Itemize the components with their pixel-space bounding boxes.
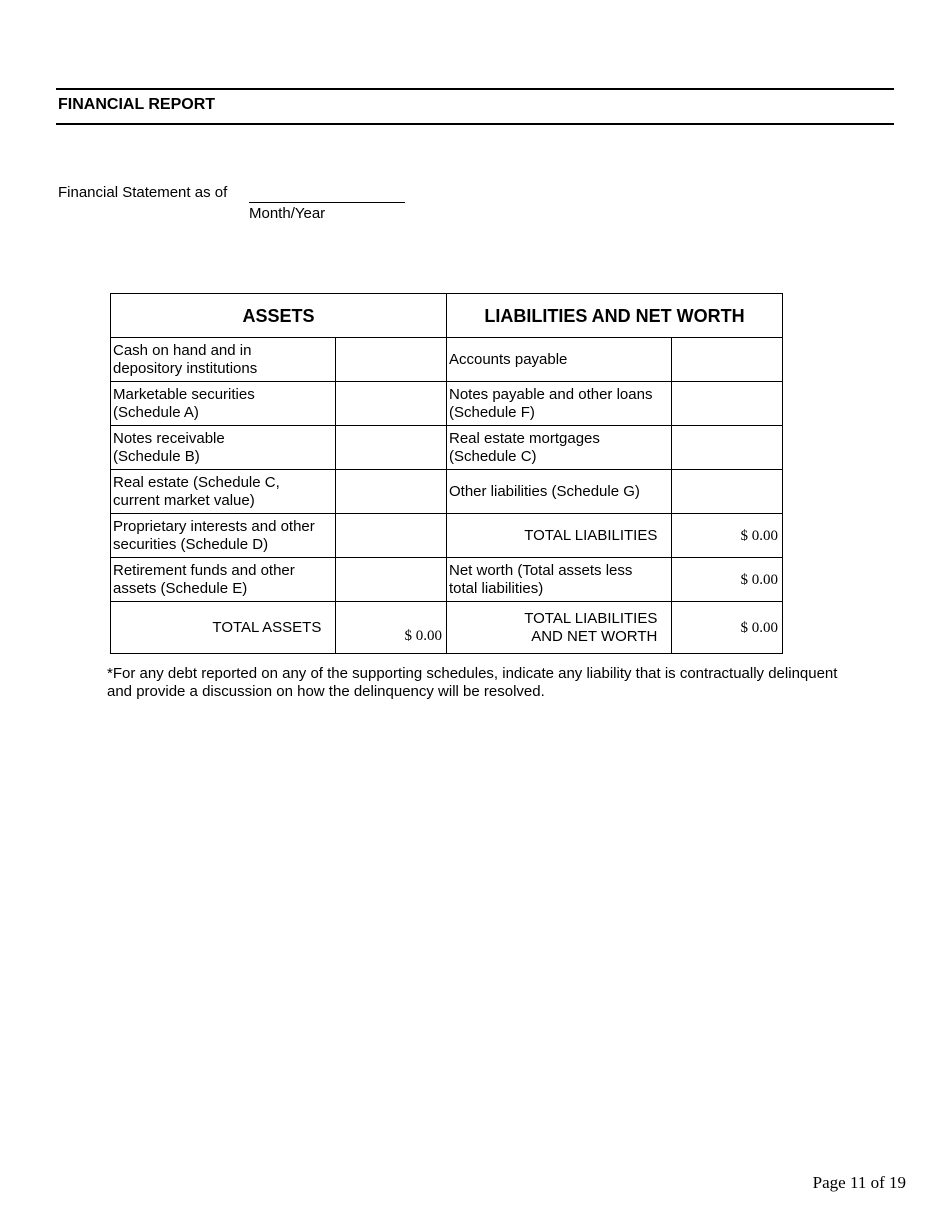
table-row [111, 382, 783, 426]
asset-label: Real estate (Schedule C, current market value) [111, 470, 336, 514]
page-number: Page 11 of 19 [812, 1173, 906, 1192]
net-worth-value: $ 0.00 [672, 558, 783, 602]
asset-label: Cash on hand and in depository institutions [111, 338, 336, 382]
table-header-row [111, 294, 783, 338]
total-liabilities-net-worth-value: $ 0.00 [672, 602, 783, 654]
asset-value-field[interactable] [336, 470, 447, 514]
page-title: FINANCIAL REPORT [58, 96, 216, 113]
table-row [111, 470, 783, 514]
liability-label: Real estate mortgages (Schedule C) [446, 426, 671, 470]
total-assets-value: $ 0.00 [336, 602, 447, 654]
asset-value-field[interactable] [336, 514, 447, 558]
total-liabilities-net-worth-label: TOTAL LIABILITIES AND NET WORTH [446, 602, 671, 654]
statement-date-caption: Month/Year [249, 205, 326, 222]
table-row [111, 426, 783, 470]
delinquency-footnote: *For any debt reported on any of the supporting schedules, indicate any liability that is contractually delinquent and provide a discussion on how the delinquency will be resolved. [107, 665, 838, 700]
asset-value-field[interactable] [336, 338, 447, 382]
header-bottom-rule [56, 123, 894, 125]
liability-value-field[interactable] [672, 338, 783, 382]
liability-label: Accounts payable [446, 338, 671, 382]
asset-label: Marketable securities (Schedule A) [111, 382, 336, 426]
totals-row [111, 602, 783, 654]
asset-label: Notes receivable (Schedule B) [111, 426, 336, 470]
liability-value-field[interactable] [672, 426, 783, 470]
total-assets-label: TOTAL ASSETS [111, 602, 336, 654]
net-worth-label: Net worth (Total assets less total liabilities) [446, 558, 671, 602]
asset-value-field[interactable] [336, 426, 447, 470]
financial-statement-table [110, 293, 783, 654]
table-row [111, 338, 783, 382]
statement-date-label: Financial Statement as of [58, 184, 228, 201]
asset-value-field[interactable] [336, 558, 447, 602]
liability-label: Notes payable and other loans (Schedule F) [446, 382, 671, 426]
liability-label: Other liabilities (Schedule G) [446, 470, 671, 514]
header-top-rule [56, 88, 894, 90]
table-row [111, 558, 783, 602]
liabilities-header: LIABILITIES AND NET WORTH [446, 294, 782, 338]
asset-value-field[interactable] [336, 382, 447, 426]
total-liabilities-label: TOTAL LIABILITIES [446, 514, 671, 558]
assets-header: ASSETS [111, 294, 447, 338]
liability-value-field[interactable] [672, 470, 783, 514]
liability-value-field[interactable] [672, 382, 783, 426]
asset-label: Retirement funds and other assets (Schedule E) [111, 558, 336, 602]
asset-label: Proprietary interests and other securities (Schedule D) [111, 514, 336, 558]
table-row [111, 514, 783, 558]
total-liabilities-value: $ 0.00 [672, 514, 783, 558]
statement-date-field[interactable] [249, 184, 405, 203]
